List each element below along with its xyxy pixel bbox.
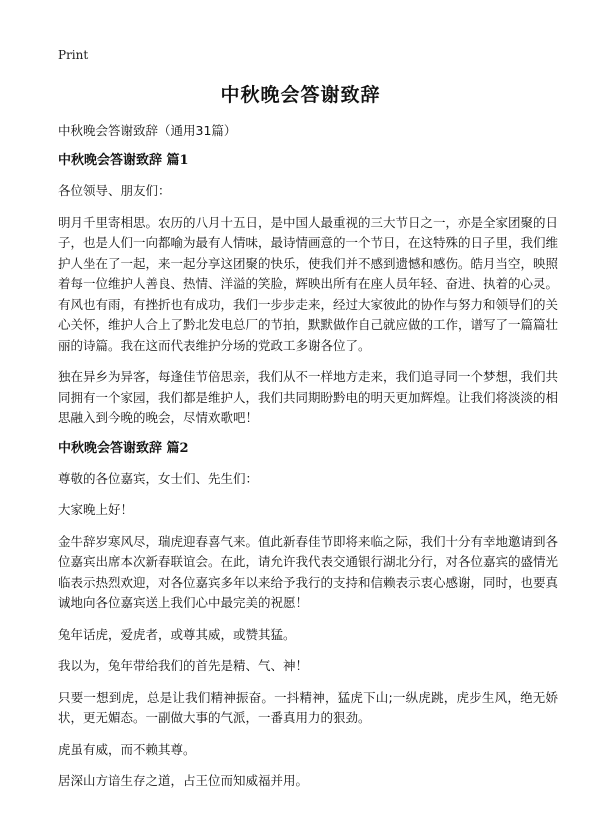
paragraph: 虎虽有威，而不赖其尊。 bbox=[58, 741, 196, 757]
paragraph: 只要一想到虎，总是让我们精神振奋。一抖精神，猛虎下山;一纵虎跳，虎步生风，绝无娇状，更无媚态。一副做大事的气派，一番真用力的狠劲。 bbox=[58, 689, 558, 725]
paragraph: 独在异乡为异客，每逢佳节倍思亲，我们从不一样地方走来，我们追寻同一个梦想，我们共同拥有一个家园，我们都是维护人，我们共同期盼黔电的明天更加辉煌。让我们将淡淡的相思融入到今晚的晚会，尽情欢歌吧！ bbox=[58, 369, 559, 425]
section-heading: 中秋晚会答谢致辞 篇2 bbox=[58, 440, 189, 456]
document-subtitle: 中秋晚会答谢致辞（通用31篇） bbox=[58, 123, 237, 138]
paragraph: 大家晚上好！ bbox=[58, 502, 134, 517]
paragraph: 居深山方谙生存之道，占王位而知威福并用。 bbox=[58, 773, 309, 788]
paragraph: 明月千里寄相思。农历的八月十五日，是中国人最重视的三大节日之一，亦是全家团聚的日子，也是人们一向都喻为最有人情味，最诗情画意的一个节日，在这特殊的日子里，我们维护人坐在了一起，来一起分享这团聚的快乐，使我们并不感到遗憾和感伤。皓月当空，映照着每一位维护人善良、热情、洋溢的笑脸，辉映出所有在座人员年轻、奋进、执着的心灵。有风也有雨，有挫折也有成功，我们一步步走来，经过大家彼此的协作与努力和领导们的关心关怀，维护人合上了黔北发电总厂的节拍，默默做作自己就应做的工作，谱写了一篇篇壮丽的诗篇。我在这而代表维护分场的党政工多谢各位了。 bbox=[58, 214, 559, 353]
paragraph: 金牛辞岁寒风尽，瑞虎迎春喜气来。值此新春佳节即将来临之际，我们十分有幸地邀请到各位嘉宾出席本次新春联谊会。在此，请允许我代表交通银行湖北分行，对各位嘉宾的盛情光临表示热烈欢迎，对各位嘉宾多年以来给予我行的支持和信赖表示衷心感谢，同时，也要真诚地向各位嘉宾送上我们心中最完美的祝愿！ bbox=[58, 533, 559, 610]
paragraph: 各位领导、朋友们： bbox=[58, 183, 171, 198]
page-title: 中秋晚会答谢致辞 bbox=[220, 84, 381, 106]
paragraph: 尊敬的各位嘉宾，女士们、先生们： bbox=[58, 470, 259, 486]
paragraph: 我以为，兔年带给我们的首先是精、气、神！ bbox=[58, 658, 309, 673]
document-content bbox=[58, 152, 558, 803]
paragraph: 兔年话虎，爱虎者，或尊其威，或赞其猛。 bbox=[58, 626, 296, 642]
section-heading: 中秋晚会答谢致辞 篇1 bbox=[58, 153, 189, 168]
print-link[interactable]: Print bbox=[58, 48, 89, 62]
